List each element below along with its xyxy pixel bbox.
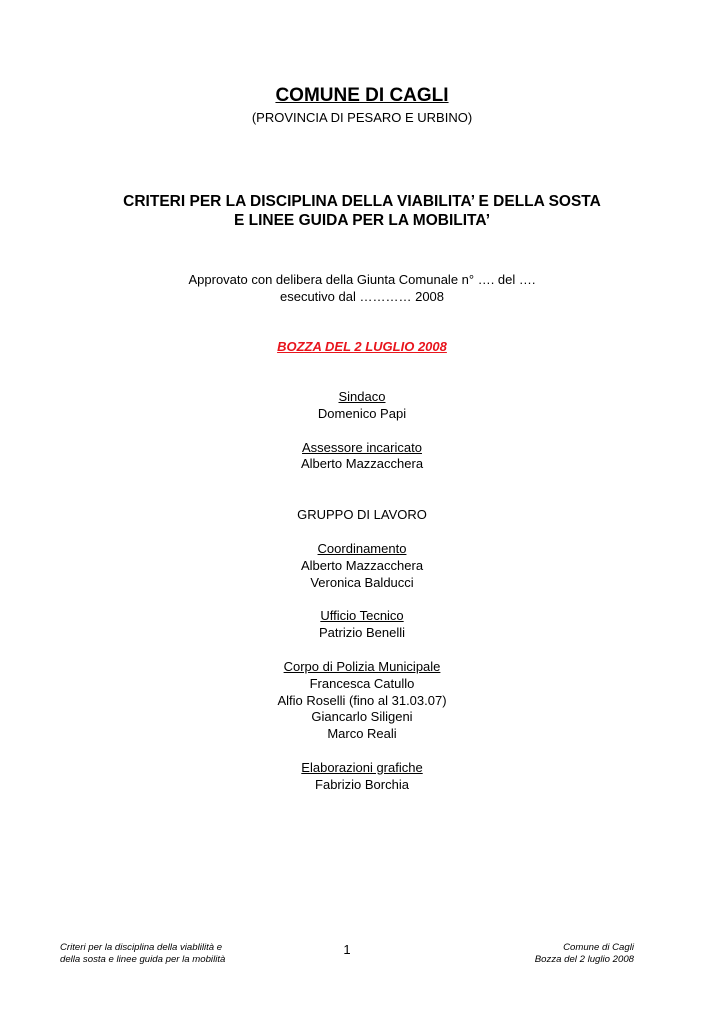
police-block: [0, 659, 724, 743]
footer-right-line2: Bozza del 2 luglio 2008: [534, 954, 634, 966]
police-name: Marco Reali: [327, 726, 397, 742]
coordination-name: Alberto Mazzacchera: [300, 557, 424, 573]
mayor-block: [0, 389, 724, 423]
police-name: Giancarlo Siligeni: [311, 709, 413, 725]
police-name: Francesca Catullo: [309, 675, 415, 691]
assessor-label: Assessore incaricato: [302, 439, 422, 455]
document-heading-line1: CRITERI PER LA DISCIPLINA DELLA VIABILITA’ E DELLA SOSTA: [123, 193, 601, 210]
coordination-label: Coordinamento: [317, 540, 407, 556]
footer-left-line2: della sosta e linee guida per la mobilità: [60, 954, 226, 966]
technical-office-name: Patrizio Benelli: [319, 625, 405, 641]
municipality-title: COMUNE DI CAGLI: [275, 85, 449, 106]
coordination-name: Veronica Balducci: [310, 574, 414, 590]
footer-right-line1: Comune di Cagli: [563, 942, 634, 953]
mayor-label: Sindaco: [338, 389, 386, 404]
province-subtitle: (PROVINCIA DI PESARO E URBINO): [251, 110, 473, 125]
footer-document-title: [60, 942, 225, 967]
working-group-label: GRUPPO DI LAVORO: [297, 507, 427, 523]
assessor-block: [0, 440, 724, 474]
draft-label: BOZZA DEL 2 LUGLIO 2008: [277, 339, 447, 354]
mayor-name: Domenico Papi: [317, 405, 407, 421]
approval-statement: [0, 271, 724, 305]
approval-line1: Approvato con delibera della Giunta Comunale n° …. del ….: [188, 272, 536, 287]
page-number: 1: [343, 942, 351, 957]
people-list: [0, 389, 724, 794]
document-heading: [0, 192, 724, 230]
police-label: Corpo di Polizia Municipale: [283, 658, 441, 674]
approval-line2: esecutivo dal ………… 2008: [279, 289, 445, 304]
coordination-block: [0, 541, 724, 591]
footer-document-info: [535, 942, 634, 967]
graphics-block: [0, 760, 724, 794]
page-footer: [60, 942, 634, 972]
document-heading-line2: E LINEE GUIDA PER LA MOBILITA’: [233, 212, 491, 229]
graphics-label: Elaborazioni grafiche: [301, 759, 423, 775]
assessor-name: Alberto Mazzacchera: [300, 456, 424, 472]
footer-left-line1: Criteri per la disciplina della viablilità e: [60, 942, 223, 953]
police-name: Alfio Roselli (fino al 31.03.07): [277, 692, 447, 708]
technical-office-block: [0, 608, 724, 642]
graphics-name: Fabrizio Borchia: [315, 776, 409, 792]
technical-office-label: Ufficio Tecnico: [320, 608, 404, 624]
